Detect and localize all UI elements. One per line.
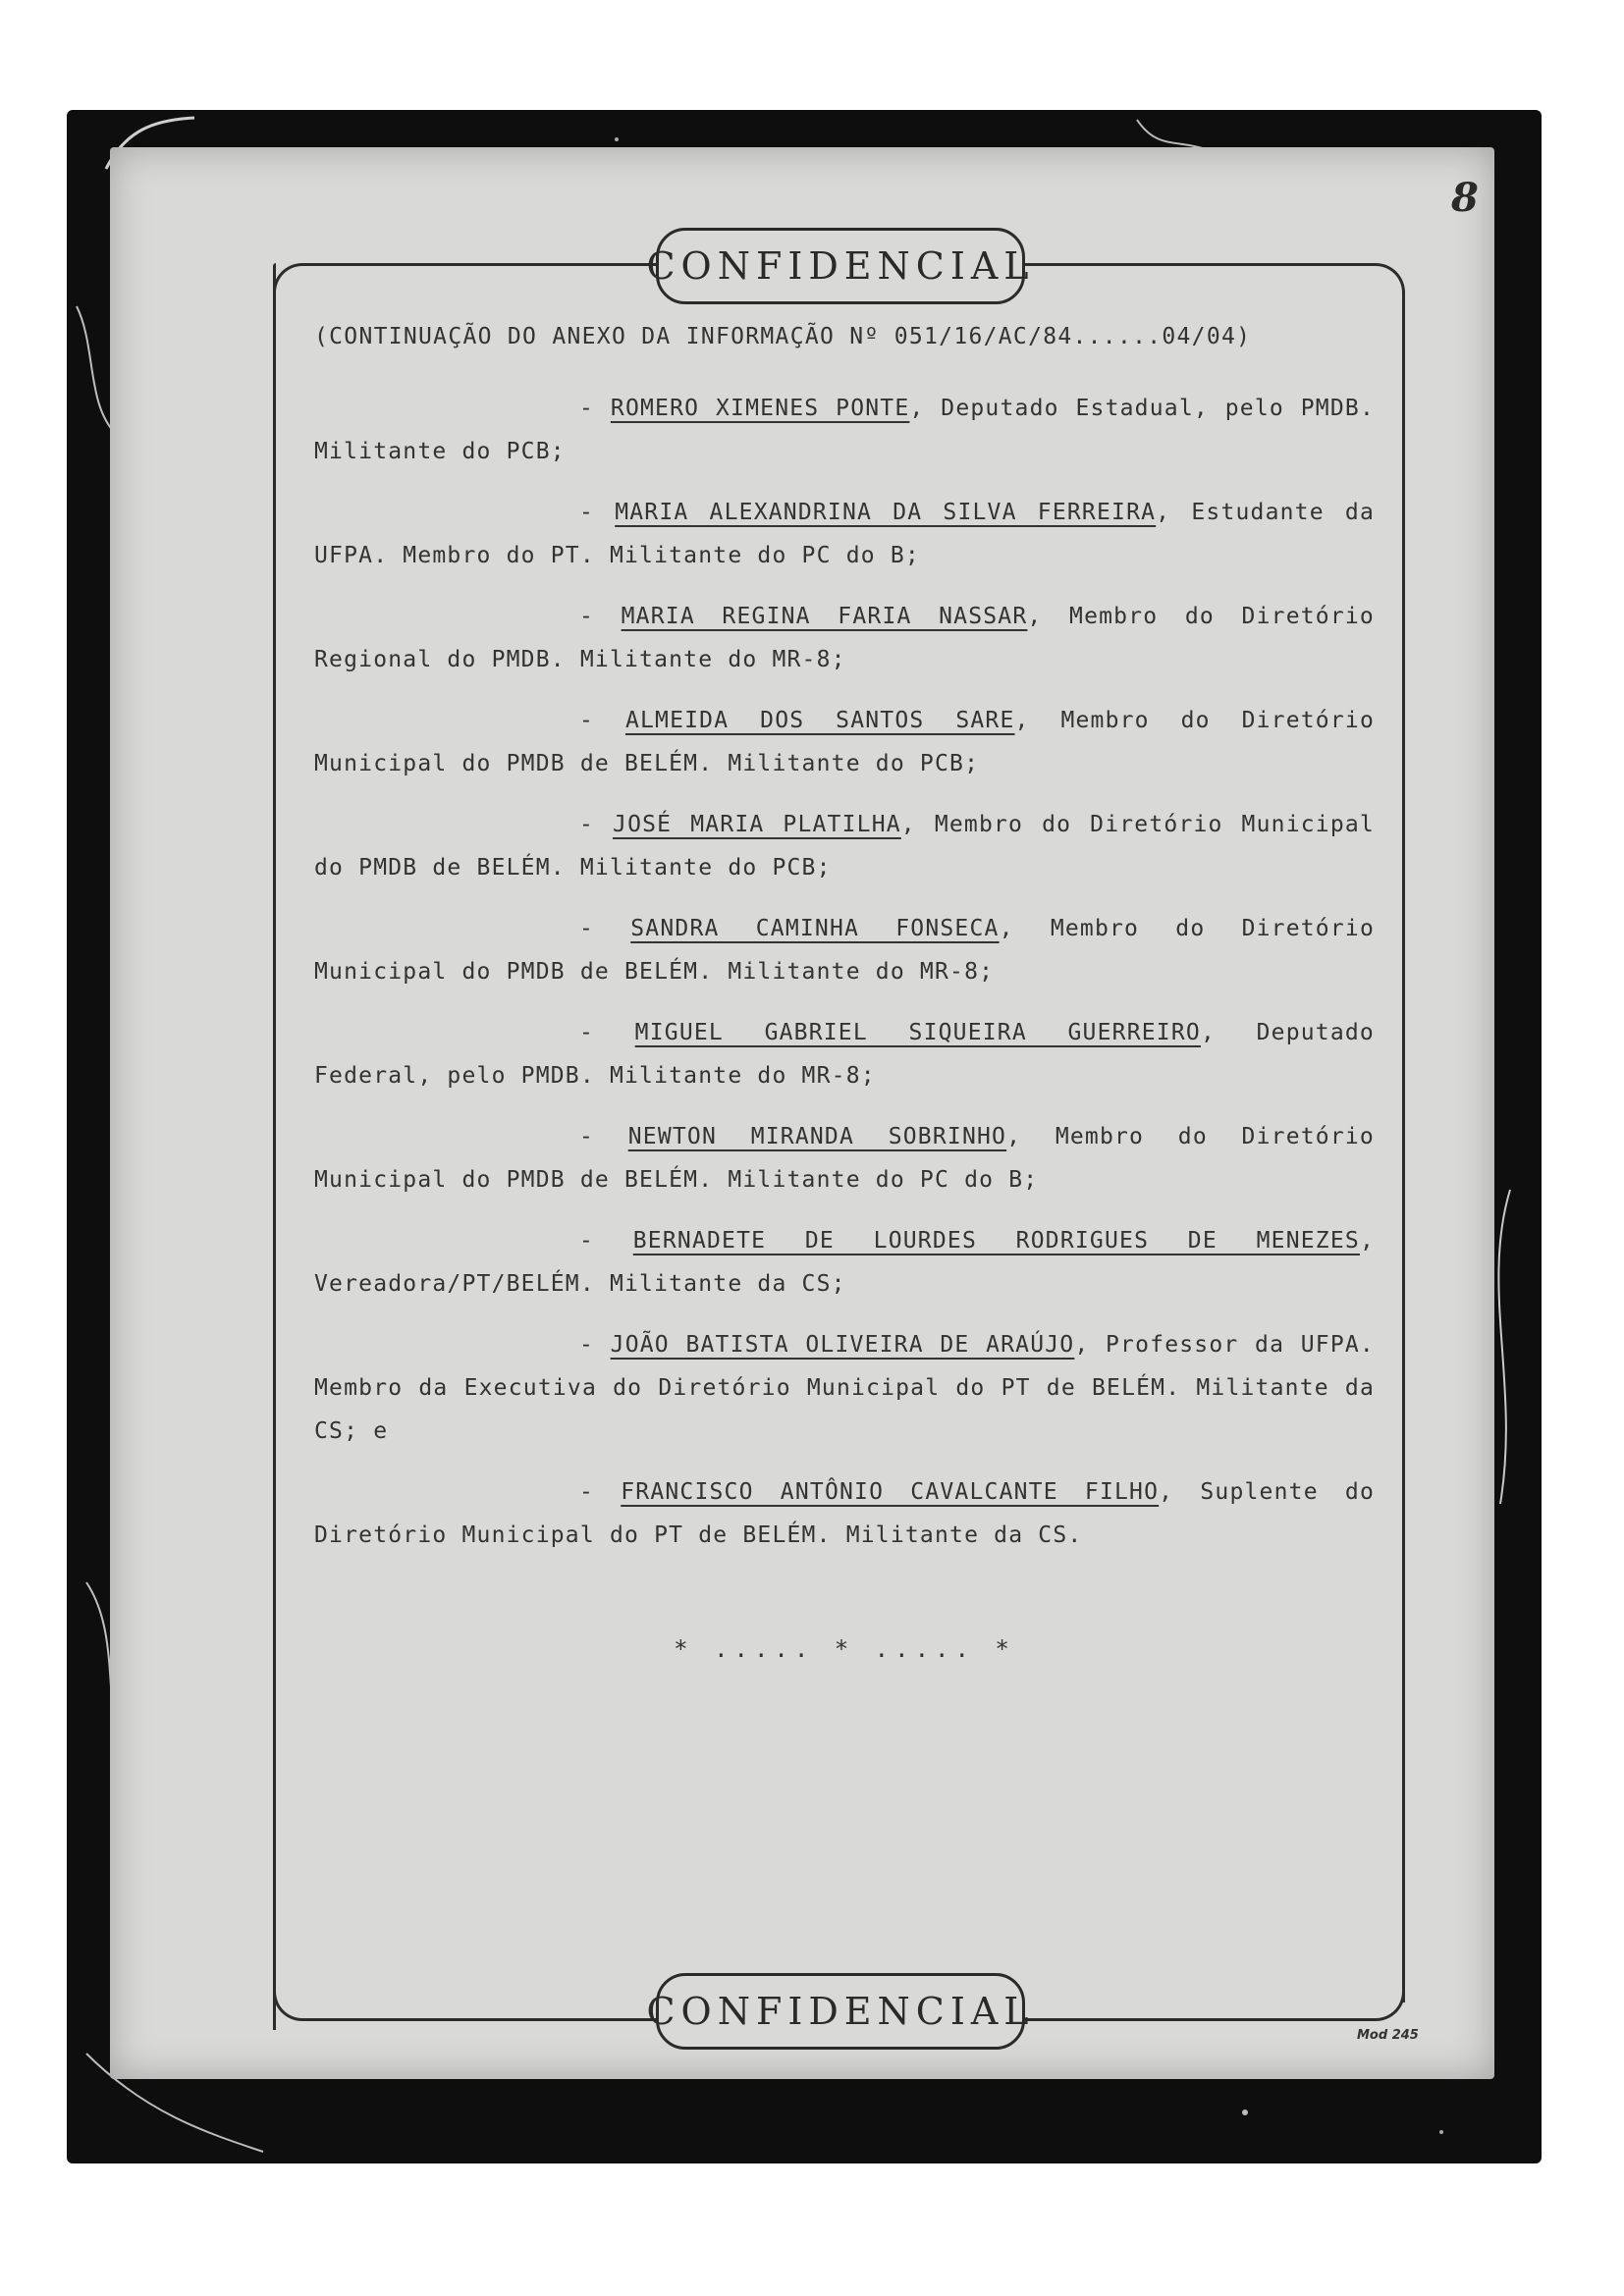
form-code: Mod 245 <box>1357 2028 1419 2043</box>
closing-mark: * ..... * ..... * <box>674 1635 1015 1663</box>
entry-name: JOÃO BATISTA OLIVEIRA DE ARAÚJO <box>610 1332 1075 1358</box>
list-item <box>314 1470 1375 1557</box>
entry-description: , Membro do Diretório Regional do PMDB. Militante do MR-8; <box>314 604 1375 672</box>
entry-description: , Membro do Diretório Municipal do PMDB de BELÉM. Militante do MR-8; <box>314 916 1375 985</box>
entry-dash: - <box>579 812 614 837</box>
entry-dash: - <box>579 916 631 941</box>
confidencial-stamp-bottom: CONFIDENCIAL <box>656 1973 1025 2050</box>
entry-name: ROMERO XIMENES PONTE <box>610 396 910 421</box>
frame-border-top-right <box>1019 263 1405 295</box>
entry-name: SANDRA CAMINHA FONSECA <box>630 916 1000 941</box>
entry-dash: - <box>579 1228 633 1254</box>
entry-dash: - <box>579 1020 635 1045</box>
entry-description: , Deputado Federal, pelo PMDB. Militante do MR-8; <box>314 1020 1375 1089</box>
frame-border-right <box>1402 291 1405 2002</box>
entry-name: BERNADETE DE LOURDES RODRIGUES DE MENEZES <box>632 1228 1360 1254</box>
entry-description: , Membro do Diretório Municipal do PMDB de BELÉM. Militante do PC do B; <box>314 1124 1375 1193</box>
entry-list <box>314 387 1375 1557</box>
entry-description: , Deputado Estadual, pelo PMDB. Militante do PCB; <box>314 396 1375 464</box>
entry-description: , Estudante da UFPA. Membro do PT. Militante do PC do B; <box>314 500 1375 568</box>
entry-dash: - <box>579 500 616 525</box>
entry-name: MIGUEL GABRIEL SIQUEIRA GUERREIRO <box>634 1020 1201 1045</box>
list-item <box>314 699 1375 785</box>
frame-border-bottom-left <box>273 1975 659 2021</box>
frame-border-top-left <box>273 263 659 295</box>
entry-name: FRANCISCO ANTÔNIO CAVALCANTE FILHO <box>621 1479 1160 1505</box>
entry-description: , Professor da UFPA. Membro da Executiva do Diretório Municipal do PT de BELÉM. Militante da CS; e <box>314 1332 1375 1444</box>
entry-dash: - <box>579 1124 628 1149</box>
list-item <box>314 803 1375 889</box>
list-item <box>314 1219 1375 1306</box>
document-body <box>314 324 1375 1663</box>
entry-description: , Membro do Diretório Municipal do PMDB de BELÉM. Militante do PCB; <box>314 812 1375 881</box>
frame-border-left <box>273 263 276 2030</box>
entry-description: , Membro do Diretório Municipal do PMDB de BELÉM. Militante do PCB; <box>314 708 1375 776</box>
entry-dash: - <box>579 708 625 733</box>
document-header: (CONTINUAÇÃO DO ANEXO DA INFORMAÇÃO Nº 051/16/AC/84......04/04) <box>314 324 1252 349</box>
list-item <box>314 491 1375 577</box>
entry-name: JOSÉ MARIA PLATILHA <box>613 812 901 837</box>
list-item <box>314 1323 1375 1453</box>
entry-name: NEWTON MIRANDA SOBRINHO <box>627 1124 1007 1149</box>
entry-dash: - <box>579 1332 611 1358</box>
frame-border-bottom-right <box>1019 1975 1405 2021</box>
entry-dash: - <box>579 1479 622 1505</box>
entry-dash: - <box>579 396 611 421</box>
list-item <box>314 907 1375 993</box>
entry-dash: - <box>579 604 622 629</box>
entry-name: MARIA REGINA FARIA NASSAR <box>621 604 1028 629</box>
list-item <box>314 387 1375 473</box>
list-item <box>314 595 1375 681</box>
entry-name: ALMEIDA DOS SANTOS SARE <box>624 708 1015 733</box>
confidencial-stamp-top: CONFIDENCIAL <box>656 228 1025 304</box>
list-item <box>314 1115 1375 1201</box>
entry-name: MARIA ALEXANDRINA DA SILVA FERREIRA <box>615 500 1157 525</box>
list-item <box>314 1011 1375 1097</box>
page-number: 8 <box>1451 175 1479 221</box>
entry-description: , Vereadora/PT/BELÉM. Militante da CS; <box>314 1228 1375 1297</box>
entry-description: , Suplente do Diretório Municipal do PT de BELÉM. Militante da CS. <box>314 1479 1375 1548</box>
